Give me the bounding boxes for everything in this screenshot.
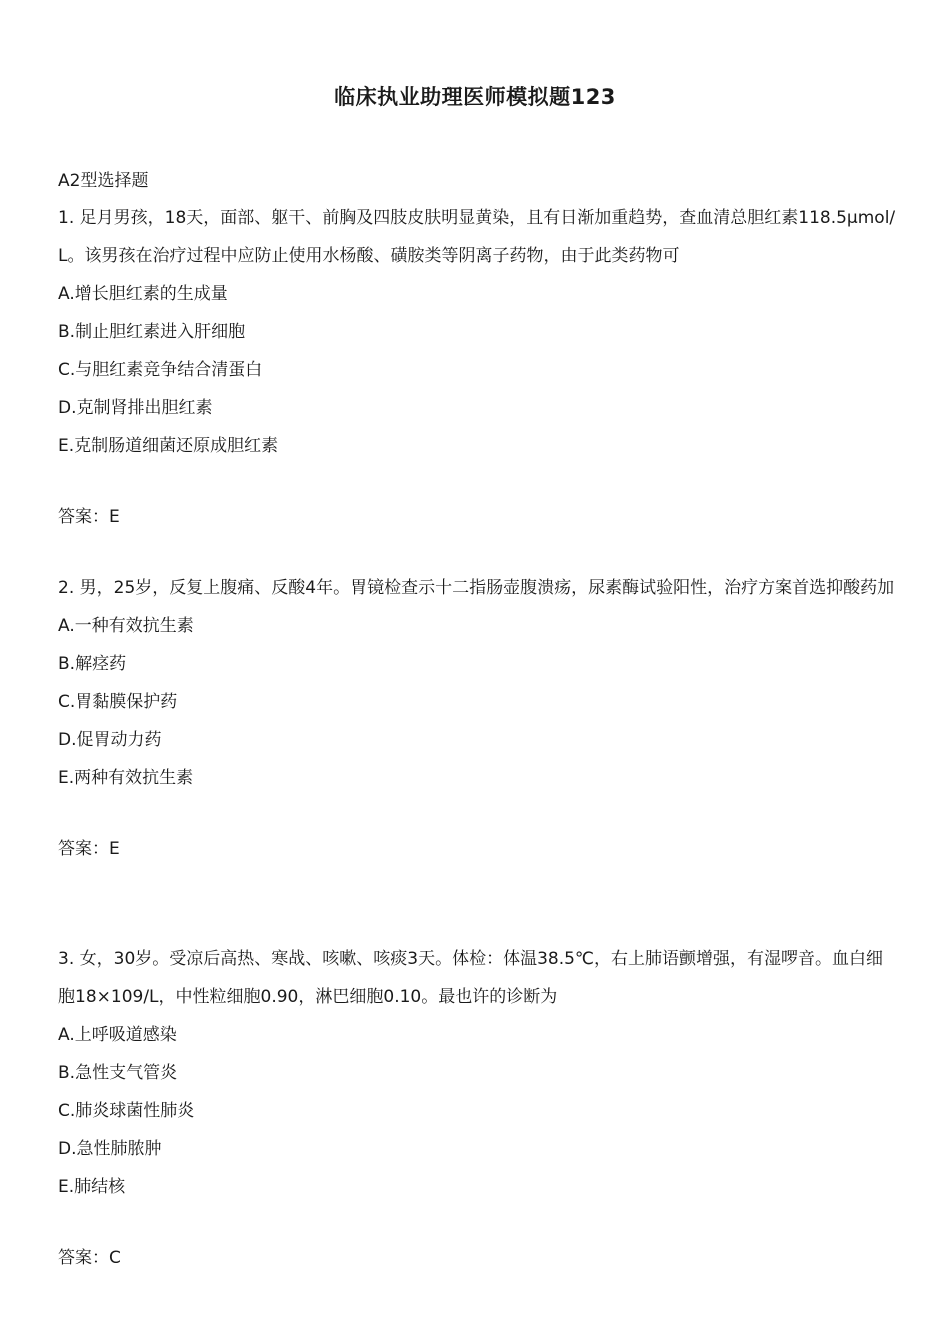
question-1 xyxy=(58,199,898,536)
option-c: C.与胆红素竞争结合清蛋白 xyxy=(58,360,263,380)
option-c: C.胃黏膜保护药 xyxy=(58,692,178,712)
option-c: C.肺炎球菌性肺炎 xyxy=(58,1101,195,1121)
option-d: D.急性肺脓肿 xyxy=(58,1139,162,1159)
option-b: B.急性支气管炎 xyxy=(58,1063,178,1083)
option-e: E.克制肠道细菌还原成胆红素 xyxy=(58,436,279,456)
answer-text: 答案：E xyxy=(58,507,120,527)
question-3 xyxy=(58,940,898,1277)
question-2 xyxy=(58,569,898,868)
option-a: A.上呼吸道感染 xyxy=(58,1025,177,1045)
question-stem: 2. 男，25岁，反复上腹痛、反酸4年。胃镜检查示十二指肠壶腹溃疡，尿素酶试验阳性，治疗方案首选抑酸药加 xyxy=(58,578,895,598)
option-e: E.两种有效抗生素 xyxy=(58,768,194,788)
answer-text: 答案：C xyxy=(58,1248,121,1268)
option-d: D.克制肾排出胆红素 xyxy=(58,398,213,418)
section-label: A2型选择题 xyxy=(58,171,149,191)
option-b: B.解痉药 xyxy=(58,654,127,674)
option-b: B.制止胆红素进入肝细胞 xyxy=(58,322,246,342)
option-d: D.促胃动力药 xyxy=(58,730,162,750)
option-a: A.增长胆红素的生成量 xyxy=(58,284,228,304)
question-stem: 3. 女，30岁。受凉后高热、寒战、咳嗽、咳痰3天。体检：体温38.5℃，右上肺语颤增强，有湿啰音。血白细胞18×109/L，中性粒细胞0.90，淋巴细胞0.10。最也许的诊断为 xyxy=(58,949,884,1007)
document-title: 临床执业助理医师模拟题123 xyxy=(334,85,616,109)
option-e: E.肺结核 xyxy=(58,1177,126,1197)
answer-text: 答案：E xyxy=(58,839,120,859)
question-stem: 1. 足月男孩，18天，面部、躯干、前胸及四肢皮肤明显黄染，且有日渐加重趋势，查血清总胆红素118.5μmol/L。该男孩在治疗过程中应防止使用水杨酸、磺胺类等阴离子药物，由于此类药物可 xyxy=(58,208,896,266)
option-a: A.一种有效抗生素 xyxy=(58,616,194,636)
